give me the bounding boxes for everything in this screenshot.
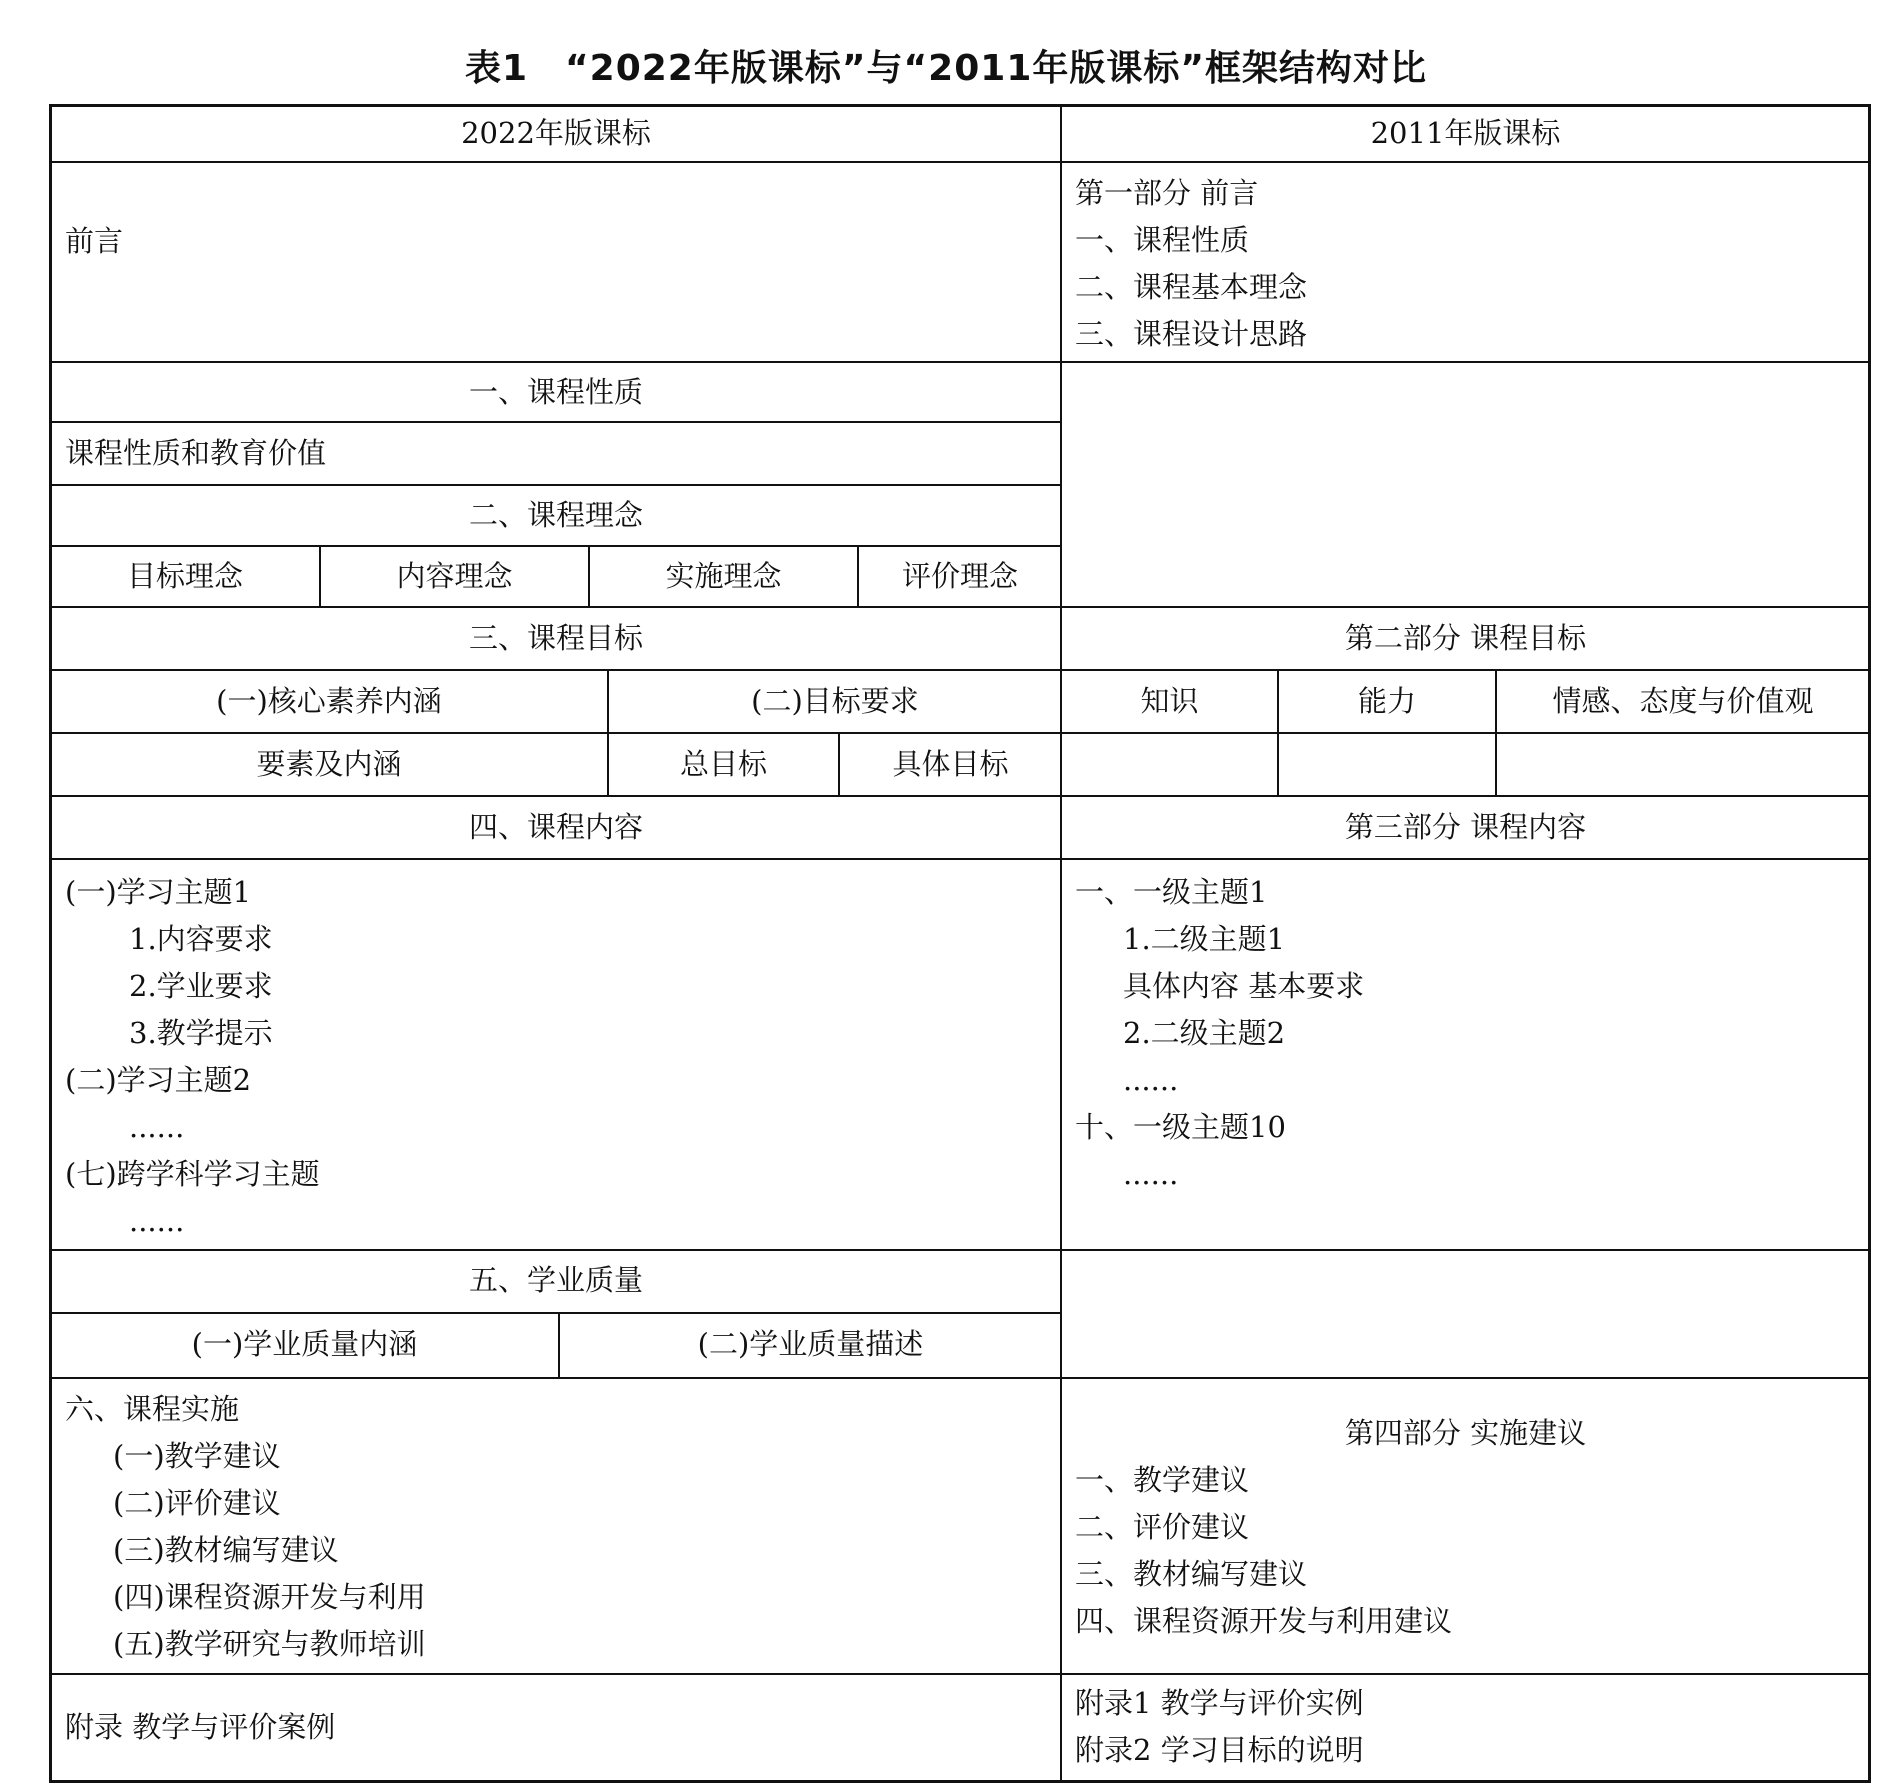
concept-evaluation: 评价理念: [901, 559, 1018, 593]
list-item: 四、课程资源开发与利用建议: [1075, 1604, 1453, 1638]
row-line: [51, 421, 1061, 423]
preface-left: 前言: [65, 224, 124, 258]
list-item: 2.二级主题2: [1123, 1016, 1286, 1050]
list-item: 一、一级主题1: [1075, 875, 1268, 909]
list-item: 1.内容要求: [129, 922, 273, 956]
quality-description: (二)学业质量描述: [697, 1327, 924, 1361]
preface-right-list: [1075, 170, 1307, 358]
appendix-left: 附录 教学与评价案例: [65, 1710, 336, 1744]
goal-attitude: 情感、态度与价值观: [1552, 684, 1814, 718]
list-item: ......: [1123, 1063, 1179, 1097]
list-item: 3.教学提示: [129, 1016, 273, 1050]
goal-requirements: (二)目标要求: [751, 684, 919, 718]
core-literacy: (一)核心素养内涵: [216, 684, 442, 718]
concept-implementation: 实施理念: [665, 559, 782, 593]
main-divider: [1060, 106, 1062, 1781]
concept-content: 内容理念: [396, 559, 513, 593]
list-item: (二)学习主题2: [65, 1063, 252, 1097]
row-line: [51, 1377, 1869, 1379]
list-item: 一、教学建议: [1075, 1463, 1250, 1497]
list-item: 三、教材编写建议: [1075, 1557, 1308, 1591]
list-item: 第一部分 前言: [1075, 176, 1259, 210]
list-item: (三)教材编写建议: [113, 1533, 339, 1567]
list-item: 2.学业要求: [129, 969, 273, 1003]
header-2022: 2022年版课标: [461, 116, 651, 150]
concept-goal: 目标理念: [126, 559, 243, 593]
row-line: [51, 545, 1061, 547]
list-item: (七)跨学科学习主题: [65, 1157, 320, 1191]
row-line: [51, 1249, 1869, 1251]
quality-connotation: (一)学业质量内涵: [191, 1327, 418, 1361]
list-item: (一)学习主题1: [65, 875, 252, 909]
appendix-right-list: [1075, 1680, 1364, 1774]
row-line: [51, 361, 1869, 363]
elements-connotation: 要素及内涵: [256, 747, 402, 781]
row-line: [51, 669, 1869, 671]
goal-knowledge: 知识: [1140, 684, 1199, 718]
list-item: 具体内容 基本要求: [1123, 969, 1365, 1003]
list-item: 附录2 学习目标的说明: [1075, 1733, 1364, 1767]
row-line: [51, 484, 1061, 486]
row-line: [51, 795, 1869, 797]
section6-right-heading: 第四部分 实施建议: [1344, 1416, 1587, 1450]
overall-goal: 总目标: [679, 747, 767, 781]
list-item: 十、一级主题10: [1075, 1110, 1286, 1144]
specific-goal: 具体目标: [892, 747, 1009, 781]
list-item: ......: [1123, 1157, 1179, 1191]
section3-heading: 三、课程目标: [468, 621, 643, 655]
header-2011: 2011年版课标: [1370, 116, 1561, 150]
row-line: [51, 1673, 1869, 1675]
section4-right-list: [1075, 869, 1364, 1198]
section6-left-list: [65, 1386, 426, 1668]
list-item: (五)教学研究与教师培训: [113, 1627, 426, 1661]
list-item: ......: [129, 1204, 185, 1238]
list-item: 二、课程基本理念: [1075, 270, 1308, 304]
list-item: (一)教学建议: [113, 1439, 281, 1473]
row-line: [51, 732, 1869, 734]
list-item: 六、课程实施: [65, 1392, 240, 1426]
table-title: 表1 “2022年版课标”与“2011年版课标”框架结构对比: [464, 48, 1428, 89]
section3-right-heading: 第二部分 课程目标: [1344, 621, 1587, 655]
section4-heading: 四、课程内容: [468, 810, 643, 844]
section5-heading: 五、学业质量: [468, 1263, 643, 1297]
list-item: (四)课程资源开发与利用: [113, 1580, 426, 1614]
list-item: (二)评价建议: [113, 1486, 281, 1520]
goal-ability: 能力: [1357, 684, 1416, 718]
row-line: [51, 161, 1869, 163]
list-item: 附录1 教学与评价实例: [1075, 1686, 1364, 1720]
section1-heading: 一、课程性质: [468, 375, 643, 409]
row-line: [51, 858, 1869, 860]
list-item: 三、课程设计思路: [1075, 317, 1308, 351]
row-line: [51, 1312, 1061, 1314]
section6-right-list: [1075, 1457, 1452, 1645]
section4-left-list: [65, 869, 320, 1245]
list-item: ......: [129, 1110, 185, 1144]
list-item: 二、评价建议: [1075, 1510, 1250, 1544]
section4-right-heading: 第三部分 课程内容: [1344, 810, 1587, 844]
row-line: [51, 606, 1869, 608]
section1-body: 课程性质和教育价值: [65, 436, 327, 470]
section2-heading: 二、课程理念: [468, 498, 643, 532]
list-item: 1.二级主题1: [1123, 922, 1286, 956]
list-item: 一、课程性质: [1075, 223, 1250, 257]
